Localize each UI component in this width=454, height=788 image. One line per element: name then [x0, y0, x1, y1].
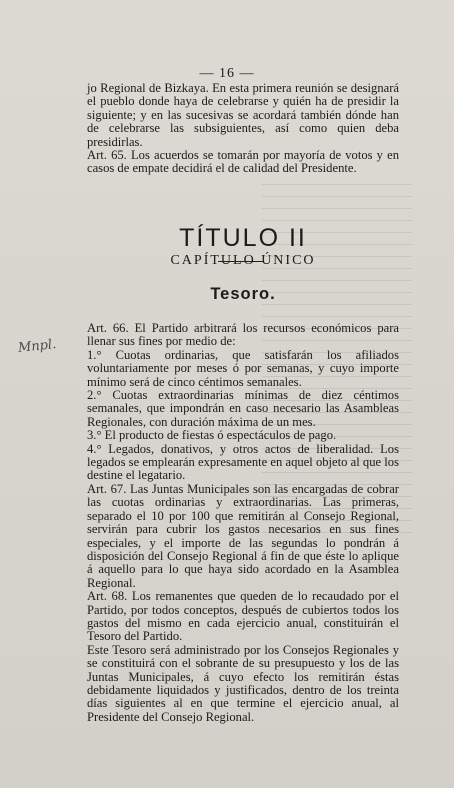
list-item-4: 4.° Legados, donativos, y otros actos de liberalidad. Los legados se emplearán expresamente en aquel objeto al que los destine el legatario.	[87, 441, 399, 483]
chapter-heading: CAPÍTULO ÚNICO	[170, 253, 316, 268]
paragraph-tesoro: Este Tesoro será administrado por los Consejos Regionales y se constituirá con el sobrante de su presupuesto y los de las Juntas Municipales, á cuyo efecto los remitirán éstas debidamente liquidados y justificados, dentro de los treinta días siguientes al en que termine el ejercicio anual, al Presidente del Consejo Regional.	[87, 642, 399, 724]
top-text-block	[87, 82, 399, 176]
title-heading: TÍTULO II	[179, 224, 307, 252]
paragraph-continuation: jo Regional de Bizkaya. En esta primera reunión se designará el pueblo donde haya de celebrarse y quién ha de presidir la siguiente; y en las sucesivas se acordará también dónde han de celebrarse las subsiguientes, así como quien deba presidirlas.	[87, 81, 399, 149]
paragraph-art-68: Art. 68. Los remanentes que queden de lo recaudado por el Partido, por todos conceptos, después de cubiertos todos los gastos del mismo en cada ejercicio anual, constituirán el Tesoro del Partido.	[87, 589, 399, 644]
page-number: — 16 —	[199, 66, 255, 81]
section-heading: Tesoro.	[210, 285, 276, 303]
paragraph-art-67: Art. 67. Las Juntas Municipales son las encargadas de cobrar las cuotas ordinarias y extraordinarias. Las primeras, separado el 10 por 100 que remitirán al Consejo Regional, servirán para cubrir los gastos necesarios en sus fines especiales, y el importe de las segundas lo pondrán á disposición del Consejo Regional á fin de que éste lo aplique á aquello para lo que haya sido acordado en la Asamblea Regional.	[87, 481, 399, 590]
list-item-2: 2.° Cuotas extraordinarias mínimas de diez céntimos semanales, que impondrán en caso necesario las Asambleas Regionales, con duración máxima de un mes.	[87, 388, 399, 429]
list-item-3: 3.° El producto de fiestas ó espectáculos de pago.	[87, 428, 337, 443]
paragraph-art-66: Art. 66. El Partido arbitrará los recursos económicos para llenar sus fines por medio de:	[87, 321, 399, 349]
main-text-block	[87, 322, 399, 724]
paragraph-art-65: Art. 65. Los acuerdos se tomarán por mayoría de votos y en casos de empate decidirá el de calidad del Presidente.	[87, 148, 399, 176]
handwritten-margin-note: Mnpl.	[17, 337, 57, 356]
list-item-1: 1.° Cuotas ordinarias, que satisfarán los afiliados voluntariamente por meses ó por semanas, y cuyo importe mínimo será de cinco céntimos semanales.	[87, 347, 399, 389]
